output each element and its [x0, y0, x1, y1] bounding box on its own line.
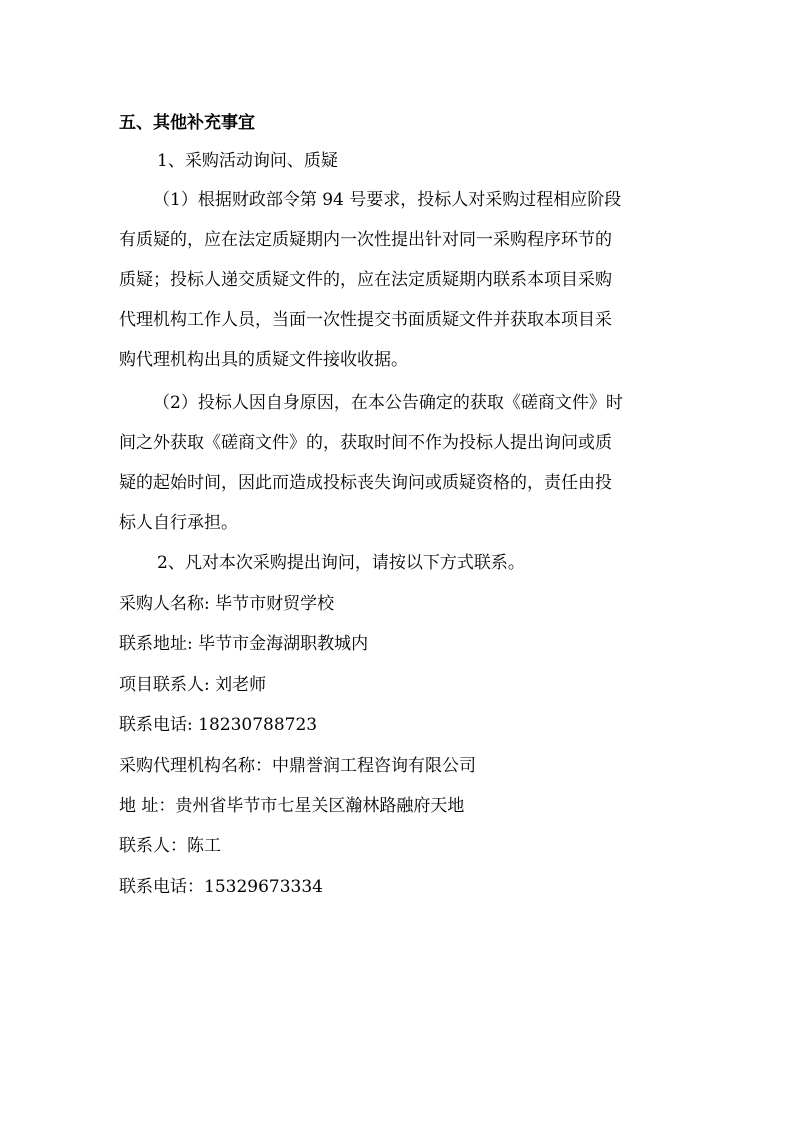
paragraph-line: 购代理机构出具的质疑文件接收收据。: [119, 350, 408, 370]
agency-address: 地 址：贵州省毕节市七星关区瀚林路融府天地: [119, 796, 465, 817]
section-heading: 五、其他补充事宜: [119, 113, 255, 133]
paragraph-line: 疑的起始时间，因此而造成投标丧失询问或质疑资格的，责任由投: [119, 473, 612, 493]
purchaser-phone: 联系电话: 18230788723: [119, 715, 318, 736]
purchaser-name: 采购人名称: 毕节市财贸学校: [119, 594, 335, 614]
item1-title: 1、采购活动询问、质疑: [157, 151, 338, 171]
project-contact-person: 项目联系人: 刘老师: [119, 674, 267, 695]
purchaser-address: 联系地址: 毕节市金海湖职教城内: [119, 634, 369, 655]
item1-paragraph-1: [119, 180, 679, 380]
paragraph-line: （2）投标人因自身原因，在本公告确定的获取《磋商文件》时: [153, 393, 623, 413]
paragraph-line: 有质疑的，应在法定质疑期内一次性提出针对同一采购程序环节的: [119, 230, 612, 250]
item1-paragraph-2: [119, 383, 679, 543]
paragraph-line: 质疑；投标人递交质疑文件的，应在法定质疑期内联系本项目采购: [119, 270, 612, 290]
agency-phone: 联系电话：15329673334: [119, 876, 323, 897]
item2-title: 2、凡对本次采购提出询问，请按以下方式联系。: [157, 553, 525, 573]
contact-list: [119, 584, 476, 907]
paragraph-line: 间之外获取《磋商文件》的，获取时间不作为投标人提出询问或质: [119, 433, 612, 453]
agency-name: 采购代理机构名称：中鼎誉润工程咨询有限公司: [119, 755, 476, 776]
paragraph-line: （1）根据财政部令第 94 号要求，投标人对采购过程相应阶段: [153, 190, 622, 210]
agency-contact-person: 联系人：陈工: [119, 836, 221, 857]
paragraph-line: 代理机构工作人员，当面一次性提交书面质疑文件并获取本项目采: [119, 310, 612, 330]
paragraph-line: 标人自行承担。: [119, 513, 238, 533]
